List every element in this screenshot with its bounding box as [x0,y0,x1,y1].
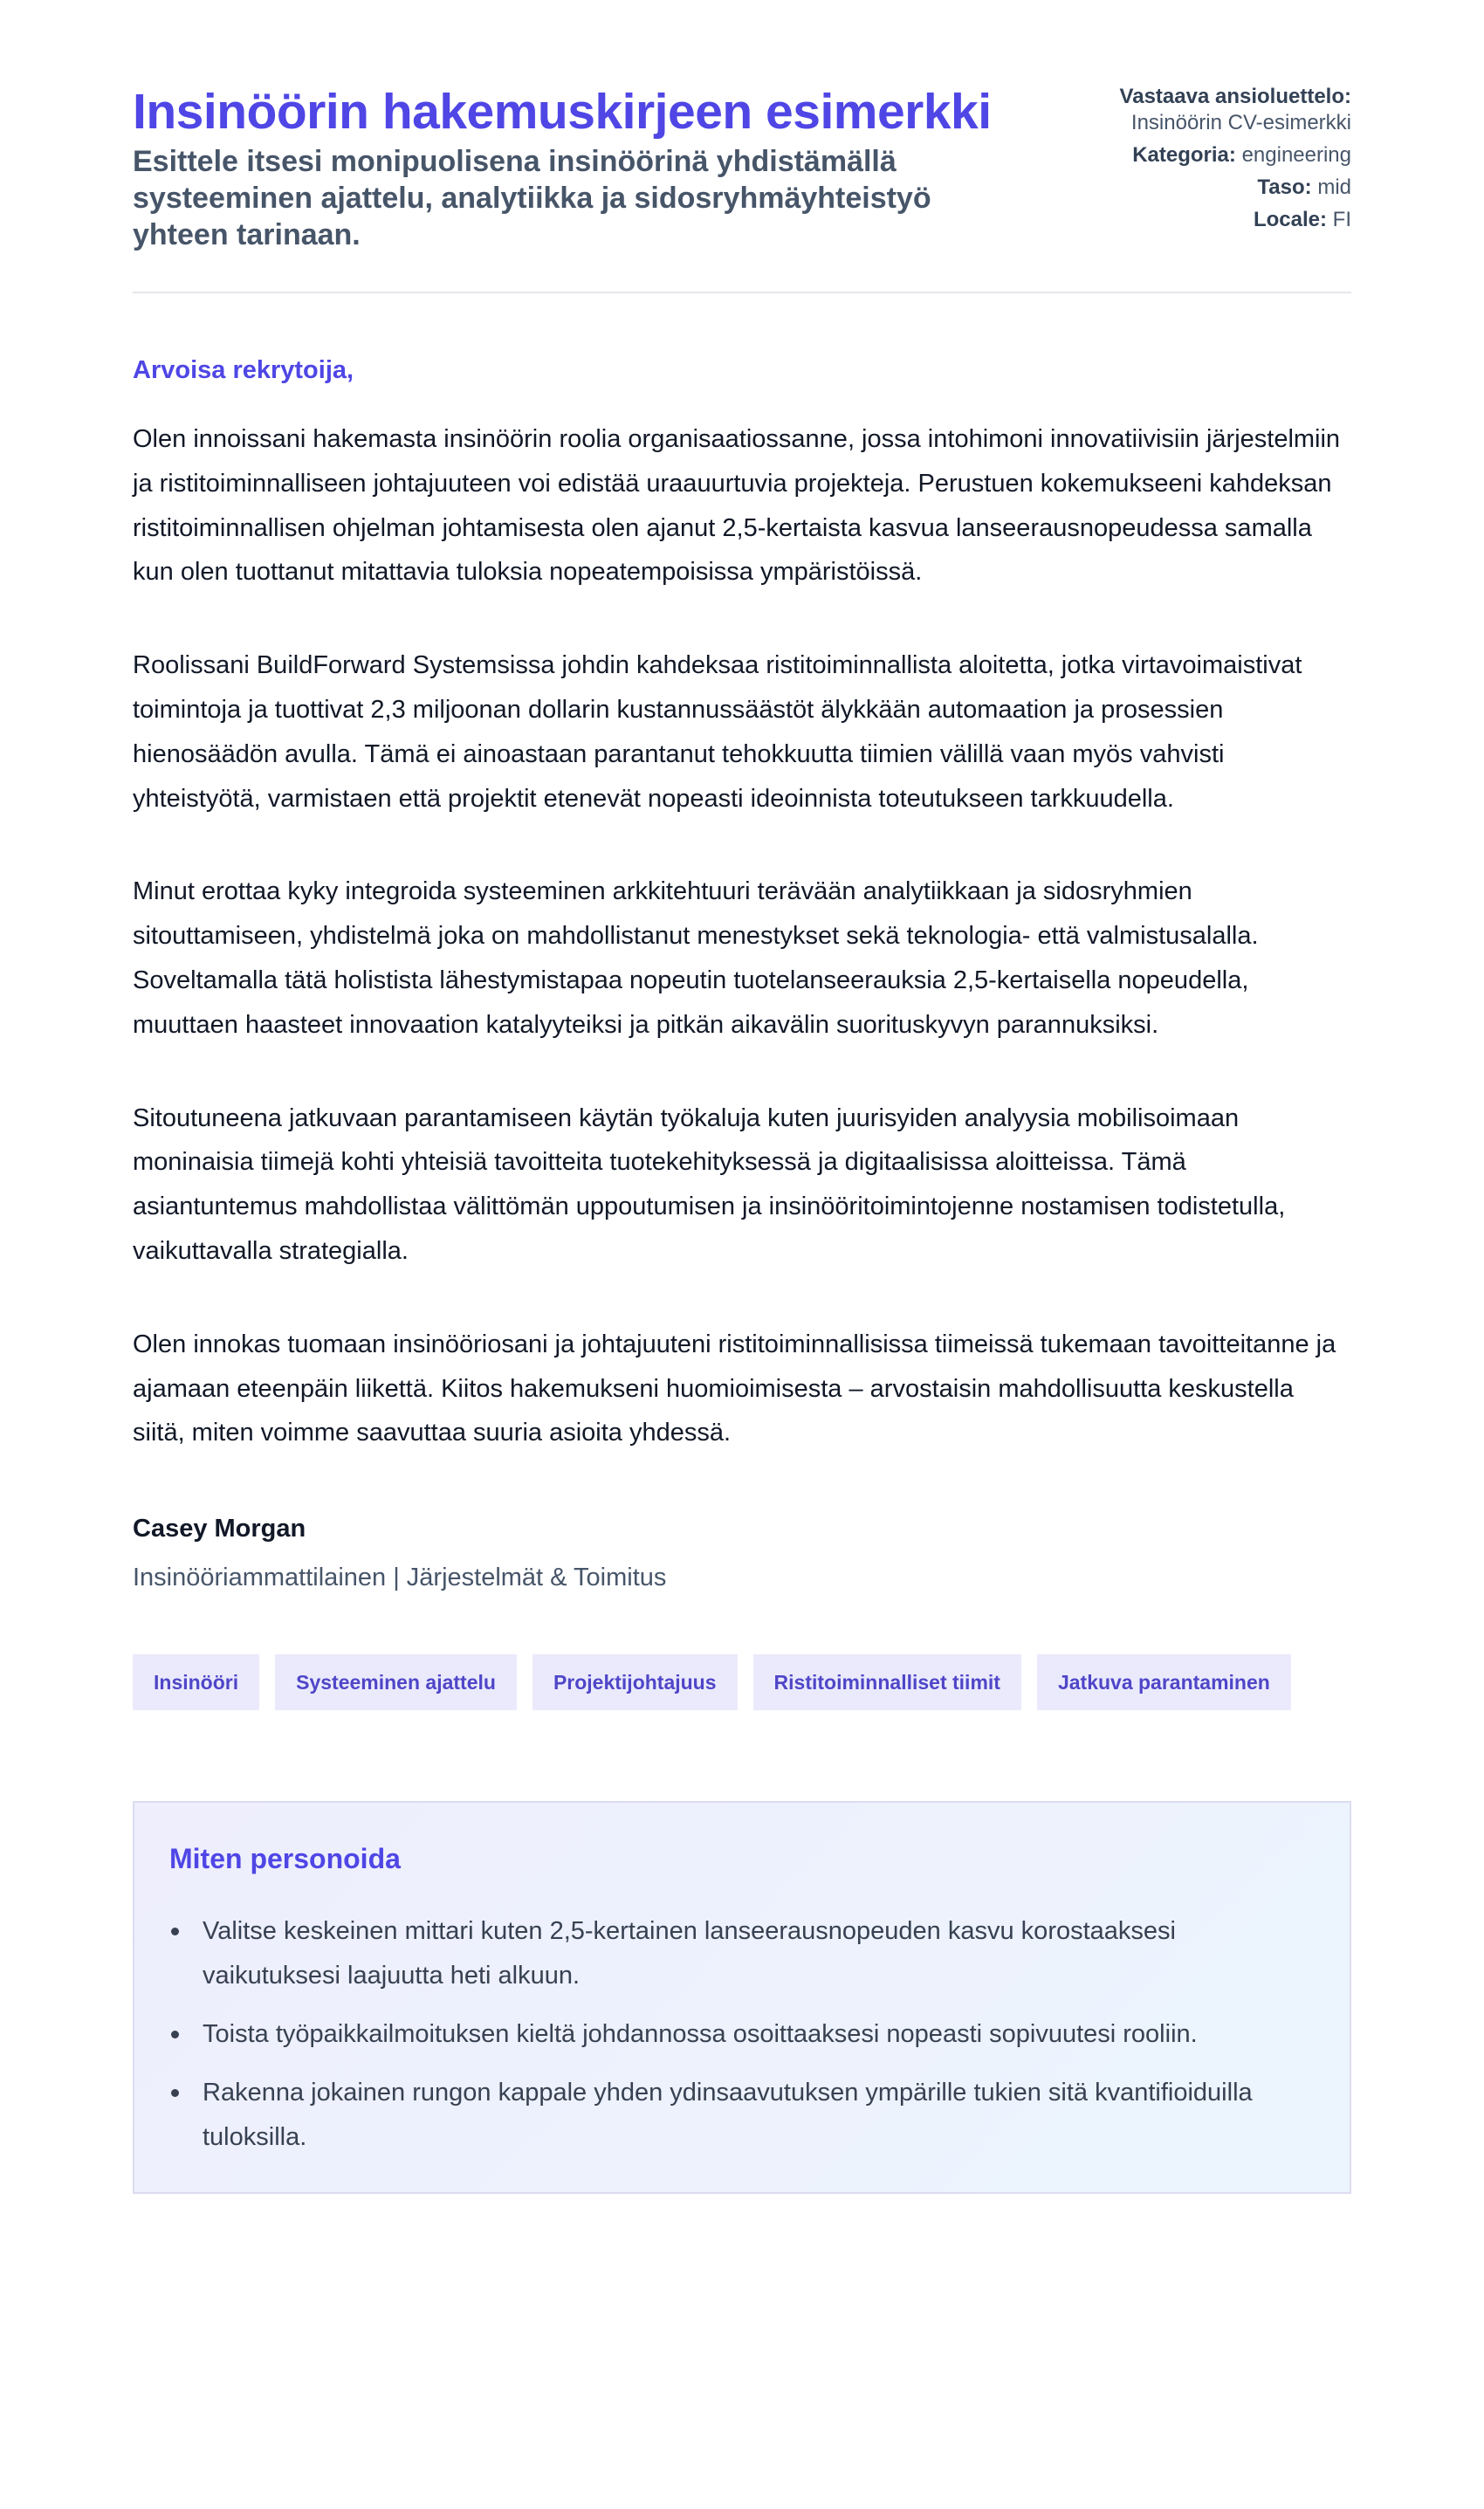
header-titles [133,80,1041,253]
meta-category-value: engineering [1241,143,1351,167]
signature-name: Casey Morgan [133,1515,306,1543]
meta-panel [1089,84,1351,239]
tag-chip[interactable]: Ristitoiminnalliset tiimit [753,1654,1021,1710]
cover-letter-page [133,0,1351,2194]
tag-chip[interactable]: Insinööri [133,1654,259,1710]
page-title: Insinöörin hakemuskirjeen esimerkki [133,84,992,140]
letter-body [133,417,1351,1455]
meta-resume-link[interactable]: Insinöörin CV-esimerkki [1130,111,1351,134]
meta-level-label: Taso: [1257,175,1312,199]
meta-resume-label: Vastaava ansioluettelo: [1119,85,1351,108]
meta-level-value: mid [1317,175,1351,199]
tips-title: Miten personoida [169,1843,401,1875]
salutation: Arvoisa rekrytoija, [133,356,354,384]
page-subtitle: Esittele itsesi monipuolisena insinöörinä yhdistämällä systeeminen ajattelu, analytiikka ja sidosryhmäyhteistyö yhteen tarinaan. [133,145,931,251]
tips-item-text: Toista työpaikkailmoituksen kieltä johdannossa osoittaaksesi nopeasti sopivuutesi rooliin. [203,2020,1198,2049]
meta-locale [1089,207,1351,233]
meta-level [1089,175,1351,201]
bullet-icon [171,2031,179,2038]
personalization-tips-box [133,1801,1351,2194]
bullet-icon [171,2089,179,2097]
meta-resume [1089,84,1351,136]
signature-block [133,1511,1351,1595]
tips-item-text: Valitse keskeinen mittari kuten 2,5-kertainen lanseerausnopeuden kasvu korostaaksesi vaikutuksesi laajuutta heti alkuun. [203,1917,1176,1990]
tag-list [133,1654,1351,1710]
letter-paragraph: Olen innokas tuomaan insinööriosani ja johtajuuteni ristitoiminnallisissa tiimeissä tukemaan tavoitteitanne ja ajamaan eteenpäin liikettä. Kiitos hakemukseni huomioimisesta – arvostaisin mahdollisuutta keskustella siitä, miten voimme saavuttaa suuria asioita yhdessä. [133,1330,1336,1447]
meta-locale-value: FI [1332,208,1351,231]
tips-item-text: Rakenna jokainen rungon kappale yhden ydinsaavutuksen ympärille tukien sitä kvantifioiduilla tuloksilla. [203,2079,1253,2152]
tips-list [169,1909,1315,2160]
letter-paragraph: Minut erottaa kyky integroida systeeminen arkkitehtuuri terävään analytiikkaan ja sidosryhmien sitouttamiseen, yhdistelmä joka on mahdollistanut menestykset sekä teknologia- että valmistusalalla. Soveltamalla tätä holistista lähestymistapaa nopeutin tuotelanseerauksia 2,5-kertaisella nopeudella, muuttaen haasteet innovaation katalyyteiksi ja pitkän aikavälin suorituskyvyn parannuksiksi. [133,877,1259,1039]
letter-paragraph: Olen innoissani hakemasta insinöörin roolia organisaatiossanne, jossa intohimoni innovatiivisiin järjestelmiin ja ristitoiminnalliseen johtajuuteen voi edistää uraauurtuvia projekteja. Perustuen kokemukseeni kahdeksan ristitoiminnallisen ohjelman johtamisesta olen ajanut 2,5-kertaista kasvua lanseerausnopeudessa samalla kun olen tuottanut mitattavia tuloksia nopeatempoisissa ympäristöissä. [133,425,1341,587]
bullet-icon [171,1928,179,1935]
tag-chip[interactable]: Systeeminen ajattelu [275,1654,517,1710]
tips-list-item [169,2012,1315,2057]
tag-chip[interactable]: Projektijohtajuus [532,1654,738,1710]
letter-paragraph: Sitoutuneena jatkuvaan parantamiseen käytän työkaluja kuten juurisyiden analyysia mobilisoimaan moninaisia tiimejä kohti yhteisiä tavoitteita tuotekehityksessä ja digitaalisissa aloitteissa. Tämä asiantuntemus mahdollistaa välittömän uppoutumisen ja insinööritoimintojenne nostamisen todistetulla, vaikuttavalla strategialla. [133,1103,1286,1265]
meta-category [1089,142,1351,168]
letter-paragraph: Roolissani BuildForward Systemsissa johdin kahdeksaa ristitoiminnallista aloitetta, jotka virtavoimaistivat toimintoja ja tuottivat 2,3 miljoonan dollarin kustannussäästöt älykkään automaation ja prosessien hienosäädön avulla. Tämä ei ainoastaan parantanut tehokkuutta tiimien välillä vaan myös vahvisti yhteistyötä, varmistaen että projektit etenevät nopeasti ideoinnista toteutukseen tarkkuudella. [133,651,1302,813]
meta-locale-label: Locale: [1253,208,1327,231]
tips-list-item [169,2071,1315,2160]
meta-category-label: Kategoria: [1132,143,1236,167]
tag-chip[interactable]: Jatkuva parantaminen [1037,1654,1291,1710]
signature-title: Insinööriammattilainen | Järjestelmät & Toimitus [133,1564,667,1592]
page-header [133,0,1351,293]
tips-list-item [169,1909,1315,1998]
